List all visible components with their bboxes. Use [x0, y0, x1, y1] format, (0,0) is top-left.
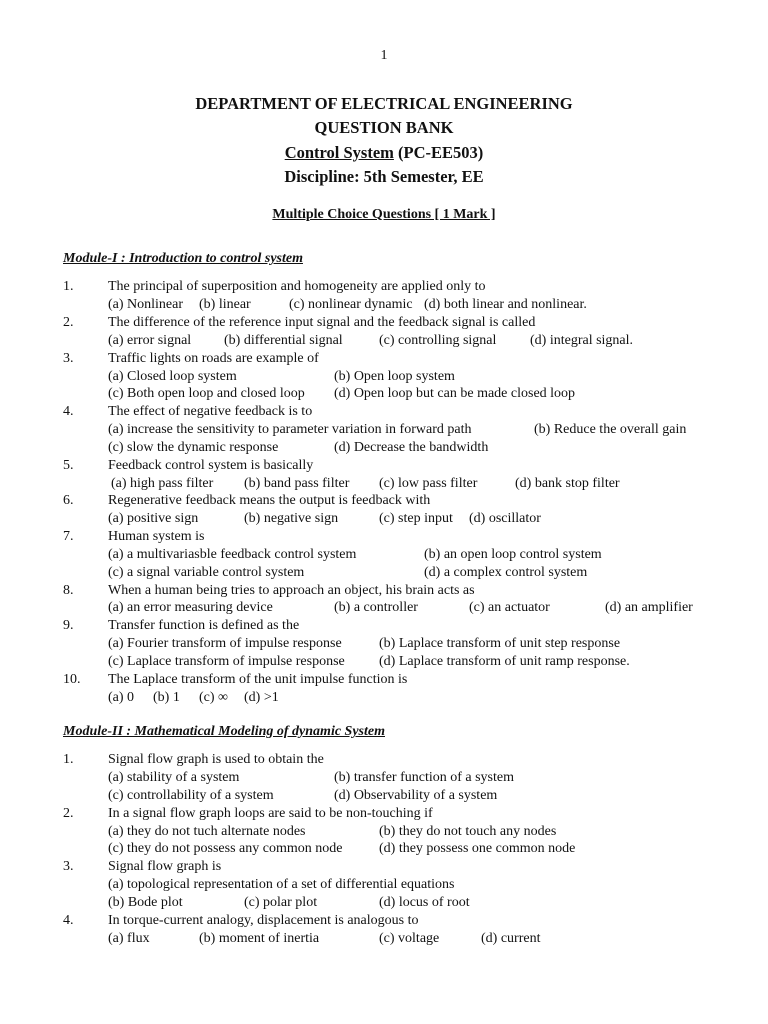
option: (c) low pass filter [379, 476, 478, 491]
option: (d) a complex control system [424, 565, 588, 580]
option: (a) error signal [108, 333, 192, 348]
page-number: 1 [380, 48, 388, 63]
option: (d) >1 [244, 690, 279, 705]
question-bank-title: QUESTION BANK [314, 118, 454, 137]
option: (c) an actuator [469, 600, 550, 615]
option: (a) high pass filter [111, 476, 214, 491]
option: (c) controllability of a system [108, 788, 274, 803]
option: (a) Closed loop system [108, 369, 237, 384]
question-number: 5. [63, 458, 74, 473]
question-text: Feedback control system is basically [108, 458, 314, 473]
option: (a) stability of a system [108, 770, 240, 785]
question-number: 9. [63, 618, 74, 633]
option: (c) slow the dynamic response [108, 440, 279, 455]
option: (c) controlling signal [379, 333, 497, 348]
course-name: Control System [284, 143, 394, 162]
question-text: The difference of the reference input signal and the feedback signal is called [108, 315, 536, 330]
option: (d) integral signal. [530, 333, 634, 348]
question-number: 1. [63, 279, 74, 294]
option: (b) a controller [334, 600, 418, 615]
question-text: When a human being tries to approach an object, his brain acts as [108, 583, 475, 598]
option: (b) band pass filter [244, 476, 350, 491]
option: (d) Decrease the bandwidth [334, 440, 489, 455]
question-number: 2. [63, 806, 74, 821]
question-text: In a signal flow graph loops are said to be non-touching if [108, 806, 433, 821]
section-title: Multiple Choice Questions [ 1 Mark ] [272, 207, 496, 222]
question-number: 4. [63, 913, 74, 928]
option: (c) Both open loop and closed loop [108, 386, 305, 401]
option: (a) 0 [108, 690, 135, 705]
option: (c) voltage [379, 931, 440, 946]
option: (d) Laplace transform of unit ramp response. [379, 654, 630, 669]
question-text: Human system is [108, 529, 205, 544]
option: (c) a signal variable control system [108, 565, 305, 580]
option: (d) current [481, 931, 541, 946]
question-number: 6. [63, 493, 74, 508]
option: (a) topological representation of a set of differential equations [108, 877, 455, 892]
option: (c) Laplace transform of impulse response [108, 654, 345, 669]
question-text: In torque-current analogy, displacement is analogous to [108, 913, 419, 928]
option: (d) they possess one common node [379, 841, 576, 856]
course-title [0, 143, 768, 163]
option: (d) an amplifier [605, 600, 693, 615]
question-number: 1. [63, 752, 74, 767]
option: (a) they do not tuch alternate nodes [108, 824, 306, 839]
option: (a) an error measuring device [108, 600, 273, 615]
option: (a) positive sign [108, 511, 199, 526]
option: (b) moment of inertia [199, 931, 320, 946]
question-text: The Laplace transform of the unit impulse function is [108, 672, 408, 687]
option: (c) they do not possess any common node [108, 841, 343, 856]
option: (b) linear [199, 297, 251, 312]
question-text: Regenerative feedback means the output is feedback with [108, 493, 431, 508]
option: (c) nonlinear dynamic [289, 297, 413, 312]
question-text: Transfer function is defined as the [108, 618, 300, 633]
discipline: Discipline: 5th Semester, EE [284, 167, 484, 186]
option: (a) Nonlinear [108, 297, 184, 312]
question-number: 4. [63, 404, 74, 419]
question-text: Signal flow graph is used to obtain the [108, 752, 324, 767]
option: (d) Open loop but can be made closed loop [334, 386, 576, 401]
course-code: (PC-EE503) [393, 143, 484, 162]
question-number: 3. [63, 351, 74, 366]
option: (d) locus of root [379, 895, 470, 910]
option: (b) they do not touch any nodes [379, 824, 557, 839]
option: (b) 1 [153, 690, 180, 705]
option: (b) an open loop control system [424, 547, 602, 562]
question-number: 2. [63, 315, 74, 330]
question-number: 8. [63, 583, 74, 598]
option: (b) Bode plot [108, 895, 183, 910]
option: (a) a multivariasble feedback control system [108, 547, 357, 562]
question-text: Signal flow graph is [108, 859, 222, 874]
option: (c) polar plot [244, 895, 318, 910]
question-number: 3. [63, 859, 74, 874]
question-text: The effect of negative feedback is to [108, 404, 313, 419]
option: (d) bank stop filter [515, 476, 620, 491]
department-title: DEPARTMENT OF ELECTRICAL ENGINEERING [195, 94, 573, 113]
module-1-title: Module-I : Introduction to control system [63, 251, 303, 266]
option: (d) Observability of a system [334, 788, 498, 803]
option: (b) Open loop system [334, 369, 455, 384]
option: (d) oscillator [469, 511, 541, 526]
module-2-title: Module-II : Mathematical Modeling of dynamic System [63, 724, 385, 739]
option: (b) negative sign [244, 511, 339, 526]
option: (b) Laplace transform of unit step response [379, 636, 621, 651]
option: (b) transfer function of a system [334, 770, 514, 785]
option: (b) Reduce the overall gain [534, 422, 687, 437]
option: (a) flux [108, 931, 150, 946]
option: (c) step input [379, 511, 453, 526]
option: (b) differential signal [224, 333, 343, 348]
question-number: 7. [63, 529, 74, 544]
option: (a) increase the sensitivity to parameter variation in forward path [108, 422, 472, 437]
question-text: The principal of superposition and homogeneity are applied only to [108, 279, 486, 294]
question-number: 10. [63, 672, 81, 687]
option: (c) ∞ [199, 690, 229, 705]
question-text: Traffic lights on roads are example of [108, 351, 319, 366]
option: (d) both linear and nonlinear. [424, 297, 587, 312]
option: (a) Fourier transform of impulse response [108, 636, 342, 651]
